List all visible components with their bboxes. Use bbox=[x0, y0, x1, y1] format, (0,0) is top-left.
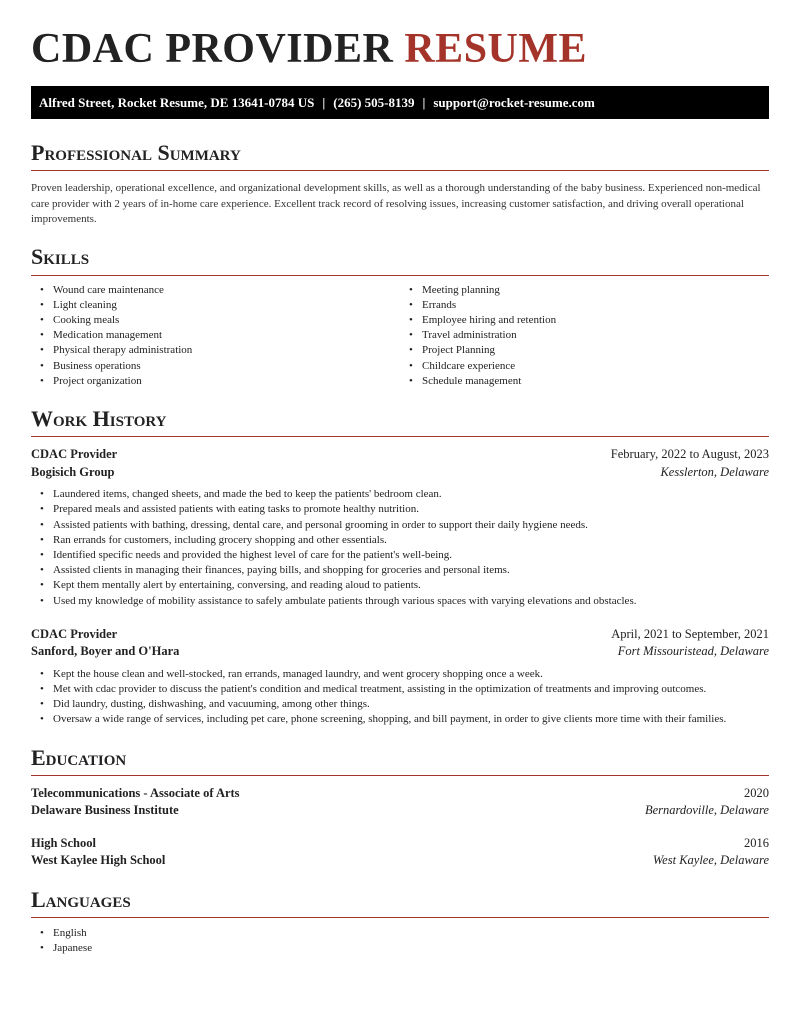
job-title: CDAC Provider bbox=[31, 447, 118, 462]
language-item: • English bbox=[53, 926, 769, 941]
education-school: Delaware Business Institute bbox=[31, 803, 179, 818]
skill-item: • Project Planning bbox=[422, 343, 769, 358]
work-section bbox=[31, 407, 769, 728]
job-title-row bbox=[31, 446, 769, 464]
job-bullet: • Kept the house clean and well-stocked, ran errands, managed laundry, and went grocery shopping once a week. bbox=[53, 667, 769, 682]
education-school: West Kaylee High School bbox=[31, 853, 166, 868]
education-school-row bbox=[31, 852, 769, 870]
education-entry bbox=[31, 835, 769, 870]
education-year: 2020 bbox=[744, 785, 769, 800]
title-main: CDAC PROVIDER bbox=[31, 26, 394, 72]
job-bullet: • Laundered items, changed sheets, and made the bed to keep the patients' bedroom clean. bbox=[53, 487, 769, 502]
contact-phone: (265) 505-8139 bbox=[333, 94, 415, 110]
education-degree-row bbox=[31, 785, 769, 803]
education-heading: Education bbox=[31, 746, 769, 776]
job-bullets bbox=[31, 487, 769, 609]
job-company: Sanford, Boyer and O'Hara bbox=[31, 644, 180, 659]
languages-section bbox=[31, 888, 769, 957]
skills-section bbox=[31, 245, 769, 389]
summary-heading: Professional Summary bbox=[31, 141, 769, 171]
skill-item: • Medication management bbox=[53, 328, 400, 343]
job-location: Fort Missouristead, Delaware bbox=[617, 644, 769, 659]
job-location: Kesslerton, Delaware bbox=[660, 464, 769, 479]
job-bullet: • Assisted patients with bathing, dressing, dental care, and personal grooming in order to support their daily hygiene needs. bbox=[53, 518, 769, 533]
education-degree: Telecommunications - Associate of Arts bbox=[31, 785, 240, 800]
skill-item: • Wound care maintenance bbox=[53, 283, 400, 298]
languages-list bbox=[31, 926, 769, 956]
contact-bar bbox=[31, 86, 769, 119]
skills-list-right bbox=[400, 283, 769, 389]
education-degree: High School bbox=[31, 835, 96, 850]
education-degree-row bbox=[31, 835, 769, 853]
resume-page bbox=[31, 0, 769, 956]
skill-item: • Cooking meals bbox=[53, 313, 400, 328]
resume-title bbox=[31, 28, 769, 70]
job-title-row bbox=[31, 626, 769, 644]
skills-list-left bbox=[31, 283, 400, 389]
education-location: Bernardoville, Delaware bbox=[644, 803, 769, 818]
skill-item: • Business operations bbox=[53, 359, 400, 374]
skill-item: • Physical therapy administration bbox=[53, 343, 400, 358]
skill-item: • Light cleaning bbox=[53, 298, 400, 313]
job-bullet: • Oversaw a wide range of services, including pet care, phone screening, shopping, and bill payment, in order to give clients more time with their families. bbox=[53, 712, 769, 727]
languages-heading: Languages bbox=[31, 888, 769, 918]
summary-text: Proven leadership, operational excellence, and organizational development skills, as well as a thorough understanding of the baby business. Experienced non-medical care provider with 2 years of in-home care experience. Excellent track record of resolving issues, increasing customer satisfaction, and driving overall operational improvements. bbox=[31, 182, 761, 225]
education-location: West Kaylee, Delaware bbox=[652, 853, 769, 868]
job-bullet: • Prepared meals and assisted patients with eating tasks to promote healthy nutrition. bbox=[53, 502, 769, 517]
job-bullet: • Ran errands for customers, including grocery shopping and other essentials. bbox=[53, 533, 769, 548]
job-bullet: • Assisted clients in managing their finances, paying bills, and shopping for groceries and personal items. bbox=[53, 563, 769, 578]
skills-heading: Skills bbox=[31, 245, 769, 275]
skill-item: • Childcare experience bbox=[422, 359, 769, 374]
contact-address: Alfred Street, Rocket Resume, DE 13641-0784 US bbox=[39, 94, 315, 110]
skill-item: • Schedule management bbox=[422, 374, 769, 389]
education-year: 2016 bbox=[744, 835, 769, 850]
contact-separator: | bbox=[322, 94, 326, 110]
job-dates: April, 2021 to September, 2021 bbox=[611, 626, 769, 641]
job-bullet: • Met with cdac provider to discuss the patient's condition and medical treatment, assisting in the optimization of treatments and improving outcomes. bbox=[53, 682, 769, 697]
job-bullet: • Did laundry, dusting, dishwashing, and vacuuming, among other things. bbox=[53, 697, 769, 712]
job-title: CDAC Provider bbox=[31, 626, 118, 641]
job-dates: February, 2022 to August, 2023 bbox=[610, 447, 769, 462]
skill-item: • Employee hiring and retention bbox=[422, 313, 769, 328]
title-accent: RESUME bbox=[404, 26, 588, 72]
work-heading: Work History bbox=[31, 407, 769, 437]
summary-section bbox=[31, 141, 769, 227]
education-school-row bbox=[31, 802, 769, 820]
job-entry bbox=[31, 446, 769, 609]
contact-email[interactable]: support@rocket-resume.com bbox=[433, 94, 595, 110]
job-bullets bbox=[31, 667, 769, 728]
job-bullet: • Kept them mentally alert by entertaining, conversing, and reading aloud to patients. bbox=[53, 578, 769, 593]
skill-item: • Travel administration bbox=[422, 328, 769, 343]
job-entry bbox=[31, 626, 769, 728]
job-company-row bbox=[31, 643, 769, 661]
skill-item: • Errands bbox=[422, 298, 769, 313]
job-company-row bbox=[31, 464, 769, 482]
skill-item: • Project organization bbox=[53, 374, 400, 389]
skill-item: • Meeting planning bbox=[422, 283, 769, 298]
job-company: Bogisich Group bbox=[31, 464, 115, 479]
education-section bbox=[31, 746, 769, 870]
contact-separator: | bbox=[422, 94, 426, 110]
job-bullet: • Used my knowledge of mobility assistance to safely ambulate patients through various spaces with varying elevations and obstacles. bbox=[53, 594, 769, 609]
job-bullet: • Identified specific needs and provided the highest level of care for the patient's well-being. bbox=[53, 548, 769, 563]
skills-columns bbox=[31, 283, 769, 389]
language-item: • Japanese bbox=[53, 941, 769, 956]
education-entry bbox=[31, 785, 769, 820]
